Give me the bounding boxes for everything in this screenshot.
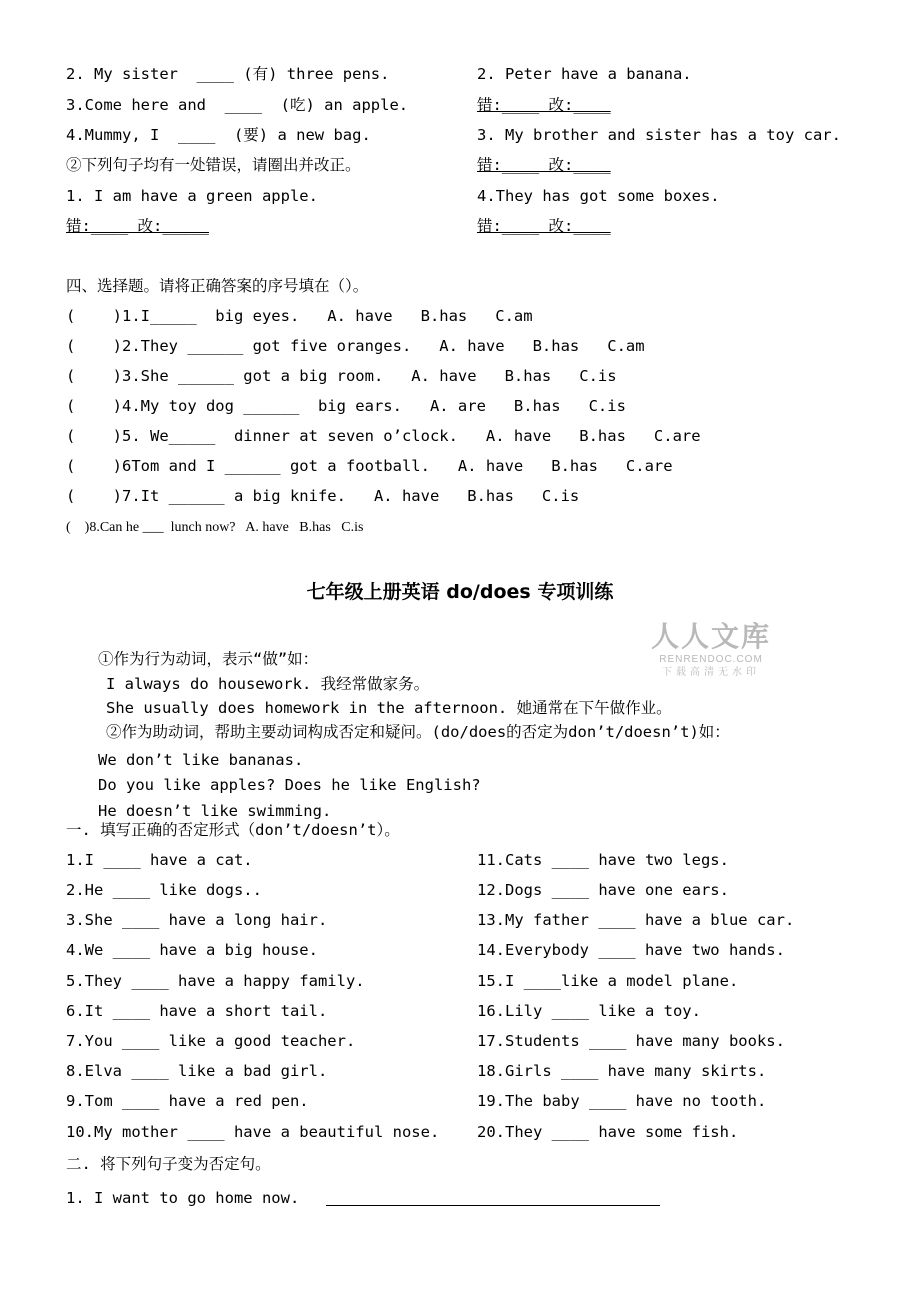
example-line-2: Do you like apples? Does he like English? [98,776,481,794]
error-item-2: 2. Peter have a banana. [477,65,692,83]
fill-item-2-left: 2. My sister ____ (有) three pens. [66,65,390,83]
negative-section-heading: 一. 填写正确的否定形式（don’t/doesn’t）。 [66,821,400,839]
neg-item-2: 2.He ____ like dogs.. [66,881,262,899]
neg-item-12: 12.Dogs ____ have one ears. [477,881,729,899]
choice-item-8: ( )8.Can he ___ lunch now? A. have B.has C.is [66,520,364,535]
fill-item-4-left: 4.Mummy, I ____ (要) a new bag. [66,126,371,144]
neg-item-14: 14.Everybody ____ have two hands. [477,941,785,959]
choice-item-4: ( )4.My toy dog ______ big ears. A. are B.has C.is [66,397,626,415]
neg-item-7: 7.You ____ like a good teacher. [66,1032,356,1050]
neg-item-18: 18.Girls ____ have many skirts. [477,1062,767,1080]
neg-item-16: 16.Lily ____ like a toy. [477,1002,701,1020]
neg-item-5: 5.They ____ have a happy family. [66,972,365,990]
example-line-1: We don’t like bananas. [98,751,304,769]
error-item-4-answer: 错:____ 改:____ [477,217,611,235]
choice-item-7: ( )7.It ______ a big knife. A. have B.has C.is [66,487,580,505]
neg-item-1: 1.I ____ have a cat. [66,851,253,869]
error-item-1: 1. I am have a green apple. [66,187,318,205]
neg-item-4: 4.We ____ have a big house. [66,941,318,959]
error-item-3-answer: 错:____ 改:____ [477,156,611,174]
choice-item-1: ( )1.I_____ big eyes. A. have B.has C.am [66,307,533,325]
watermark-title: 人人文库 [650,620,771,653]
neg-item-20: 20.They ____ have some fish. [477,1123,739,1141]
rewrite-item-1: 1. I want to go home now. [66,1189,300,1207]
intro-line-1: ①作为行为动词，表示“做”如： [98,650,319,668]
neg-item-3: 3.She ____ have a long hair. [66,911,328,929]
choice-item-5: ( )5. We_____ dinner at seven o’clock. A. have B.has C.are [66,427,701,445]
section-two-heading: 二. 将下列句子变为否定句。 [66,1155,271,1173]
neg-item-15: 15.I ____like a model plane. [477,972,739,990]
neg-item-10: 10.My mother ____ have a beautiful nose. [66,1123,440,1141]
choice-item-3: ( )3.She ______ got a big room. A. have B.has C.is [66,367,617,385]
intro-line-3: She usually does homework in the afternoon. 她通常在下午做作业。 [106,699,672,717]
neg-item-6: 6.It ____ have a short tail. [66,1002,328,1020]
intro-line-2: I always do housework. 我经常做家务。 [106,675,430,693]
fill-item-3-left: 3.Come here and ____ (吃) an apple. [66,96,409,114]
choice-item-6: ( )6Tom and I ______ got a football. A. have B.has C.are [66,457,673,475]
watermark-logo [646,620,776,679]
watermark-slogan: 下载高清无水印 [662,667,760,678]
rewrite-answer-line [326,1205,660,1206]
watermark-domain: RENRENDOC.COM [659,654,763,665]
intro-line-4: ②作为助动词，帮助主要动词构成否定和疑问。(do/does的否定为don’t/doesn’t)如： [106,723,730,741]
error-item-4: 4.They has got some boxes. [477,187,720,205]
neg-item-17: 17.Students ____ have many books. [477,1032,785,1050]
neg-item-11: 11.Cats ____ have two legs. [477,851,729,869]
choice-item-2: ( )2.They ______ got five oranges. A. have B.has C.am [66,337,645,355]
neg-item-8: 8.Elva ____ like a bad girl. [66,1062,328,1080]
neg-item-9: 9.Tom ____ have a red pen. [66,1092,309,1110]
error-correction-heading: ②下列句子均有一处错误，请圈出并改正。 [66,156,361,174]
neg-item-19: 19.The baby ____ have no tooth. [477,1092,767,1110]
section-4-heading: 四、选择题。请将正确答案的序号填在（）。 [66,277,369,295]
error-item-2-answer: 错:____ 改:____ [477,96,611,114]
example-line-3: He doesn’t like swimming. [98,802,332,820]
error-item-3: 3. My brother and sister has a toy car. [477,126,841,144]
page-title: 七年级上册英语 do/does 专项训练 [306,581,614,603]
neg-item-13: 13.My father ____ have a blue car. [477,911,795,929]
error-item-1-answer: 错:____ 改:_____ [66,217,209,235]
